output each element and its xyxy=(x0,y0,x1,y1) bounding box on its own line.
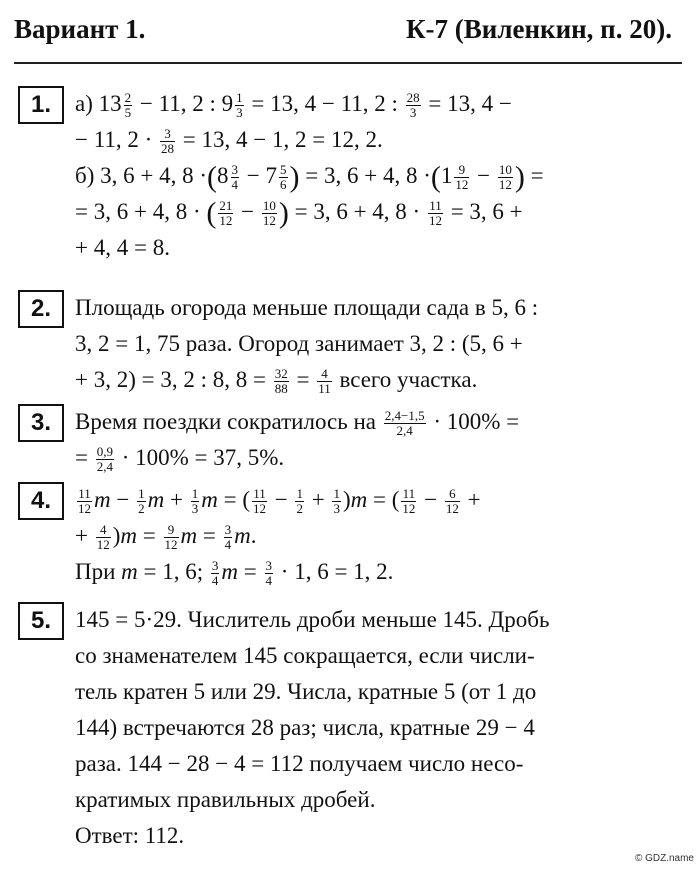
fraction: $\frac{0,9}{2,4}$ xyxy=(96,444,113,475)
fraction: $\frac{21}{12}$ xyxy=(219,198,233,229)
text: 8 xyxy=(217,163,229,188)
text: · 100% = 37, 5%. xyxy=(121,445,285,470)
text: − 11, 2 : 9 xyxy=(139,91,234,116)
text: = 3, 6 + xyxy=(450,199,523,224)
fraction: $\frac{1}{2}$ xyxy=(296,486,303,517)
solution-line xyxy=(75,230,686,266)
fraction: $\frac{1}{3}$ xyxy=(236,90,243,121)
solution-line: Площадь огорода меньше площади сада в 5, 6 : xyxy=(75,295,539,320)
fraction: $\frac{9}{12}$ xyxy=(455,162,469,193)
fraction: $\frac{3}{4}$ xyxy=(231,162,239,193)
fraction: $\frac{3}{4}$ xyxy=(224,522,232,553)
text: + 4, 4 = 8. xyxy=(75,235,170,260)
text: = 3, 6 + 4, 8 · xyxy=(294,199,421,224)
fraction: $\frac{1}{2}$ xyxy=(138,486,145,517)
fraction: $\frac{2}{5}$ xyxy=(124,90,132,121)
text: = 13, 4 − xyxy=(428,91,512,116)
solution-line: кратимых правильных дробей. xyxy=(75,787,376,812)
problem-body xyxy=(75,482,686,590)
watermark: © GDZ.name xyxy=(634,853,694,864)
fraction: $\frac{6}{12}$ xyxy=(445,486,459,517)
problem-4 xyxy=(18,482,686,590)
solution-line: + $\frac{4}{12}$ )m = $\frac{9}{12}$ m = $\frac{3}{4}$ m. xyxy=(75,522,257,553)
fraction: $\frac{11}{12}$ xyxy=(428,198,442,229)
solution-line: = 3, 6 + 4, 8 · ( $\frac{21}{12}$ − $\frac{10}{12}$ ) = 3, 6 + 4, 8 · $\frac{11}{12}$ = 3, 6 + xyxy=(75,196,523,230)
part-label: б) xyxy=(75,163,95,188)
problem-2 xyxy=(18,290,686,398)
solution-line: 144) встречаются 28 раз; числа, кратные 29 − 4 xyxy=(75,715,535,740)
solution-line: б) 3, 6 + 4, 8 ·(8 $\frac{3}{4}$ − 7 $\frac{5}{6}$ ) = 3, 6 + 4, 8 ·(1 $\frac{9}{12}$ − $\frac{10}{12}$ ) = xyxy=(75,160,544,194)
header-rule xyxy=(14,62,682,64)
solution-line xyxy=(75,362,686,398)
problem-body xyxy=(75,86,686,266)
solution-line xyxy=(75,404,686,440)
text: = xyxy=(530,163,544,188)
text: · 100% = xyxy=(433,409,520,434)
fraction: $\frac{11}{12}$ xyxy=(78,486,91,517)
text: − 11, 2 · xyxy=(75,127,153,152)
fraction: $\frac{4}{12}$ xyxy=(96,522,110,553)
problem-5 xyxy=(18,602,686,854)
problem-number: 4. xyxy=(18,482,64,520)
solution-line xyxy=(75,440,686,476)
fraction: $\frac{11}{12}$ xyxy=(252,486,266,517)
solution-line: $\frac{11}{12}$ m − $\frac{1}{2}$ m + $\frac{1}{3}$ m = ( $\frac{11}{12}$ − $\frac{1}{2}$ + $\frac{1}{3}$ )m = ( $\frac{11}{12}$ − $\frac{6}{12}$ + xyxy=(78,486,481,517)
text: 13 xyxy=(98,91,122,116)
solution-line: 145 = 5·29. Числитель дроби меньше 145. Дробь xyxy=(75,607,550,632)
solution-line: тель кратен 5 или 29. Числа, кратные 5 (от 1 до xyxy=(75,679,537,704)
header xyxy=(14,14,686,54)
fraction: $\frac{1}{3}$ xyxy=(333,486,340,517)
problem-1 xyxy=(18,86,686,266)
problem-body xyxy=(75,602,686,854)
fraction: $\frac{3}{4}$ xyxy=(211,558,219,589)
solution-line xyxy=(75,86,686,122)
problem-number: 2. xyxy=(18,290,64,328)
part-label: а) xyxy=(75,91,93,116)
solution-line: При m = 1, 6; $\frac{3}{4}$ m = $\frac{3}{4}$ · 1, 6 = 1, 2. xyxy=(75,558,394,589)
text: = 3, 6 + 4, 8 · xyxy=(75,199,201,224)
fraction: $\frac{1}{3}$ xyxy=(191,486,199,517)
fraction: $\frac{4}{11}$ xyxy=(318,366,331,397)
variant-title: Вариант 1. xyxy=(14,14,146,44)
fraction: $\frac{3}{28}$ xyxy=(161,126,175,157)
fraction: $\frac{5}{6}$ xyxy=(280,162,287,193)
fraction: $\frac{10}{12}$ xyxy=(262,198,276,229)
solution-line: раза. 144 − 28 − 4 = 112 получаем число несо- xyxy=(75,751,524,776)
text: = xyxy=(75,445,88,470)
text: всего участка. xyxy=(339,367,478,392)
fraction: $\frac{28}{3}$ xyxy=(406,90,420,121)
problem-number: 1. xyxy=(18,86,64,124)
fraction: $\frac{32}{88}$ xyxy=(274,366,288,397)
problem-number: 5. xyxy=(18,602,64,640)
text: + 3, 2) = 3, 2 : 8, 8 = xyxy=(75,367,266,392)
problem-body xyxy=(75,290,686,398)
text: = 13, 4 − 11, 2 : xyxy=(251,91,398,116)
text: = 13, 4 − 1, 2 = 12, 2. xyxy=(182,127,383,152)
problem-3 xyxy=(18,404,686,476)
work-title: К-7 (Виленкин, п. 20). xyxy=(405,14,672,44)
fraction: $\frac{10}{12}$ xyxy=(498,162,512,193)
solution-line xyxy=(75,122,686,158)
text: = xyxy=(296,367,310,392)
problem-number: 3. xyxy=(18,404,64,442)
fraction: $\frac{11}{12}$ xyxy=(402,486,416,517)
fraction: $\frac{2,4-1,5}{2,4}$ xyxy=(384,408,425,439)
text: = 3, 6 + 4, 8 · xyxy=(305,163,431,188)
text: 3, 6 + 4, 8 · xyxy=(100,163,208,188)
solution-line: 3, 2 = 1, 75 раза. Огород занимает 3, 2 : (5, 6 + xyxy=(75,331,523,356)
answer-line: Ответ: 112. xyxy=(75,823,185,848)
problem-body xyxy=(75,404,686,476)
fraction: $\frac{9}{12}$ xyxy=(164,522,178,553)
text: 1 xyxy=(440,163,453,188)
text: − 7 xyxy=(246,163,277,188)
fraction: $\frac{3}{4}$ xyxy=(265,558,273,589)
solution-line: со знаменателем 145 сокращается, если числи- xyxy=(75,643,535,668)
text: Время поездки сократилось на xyxy=(75,409,376,434)
